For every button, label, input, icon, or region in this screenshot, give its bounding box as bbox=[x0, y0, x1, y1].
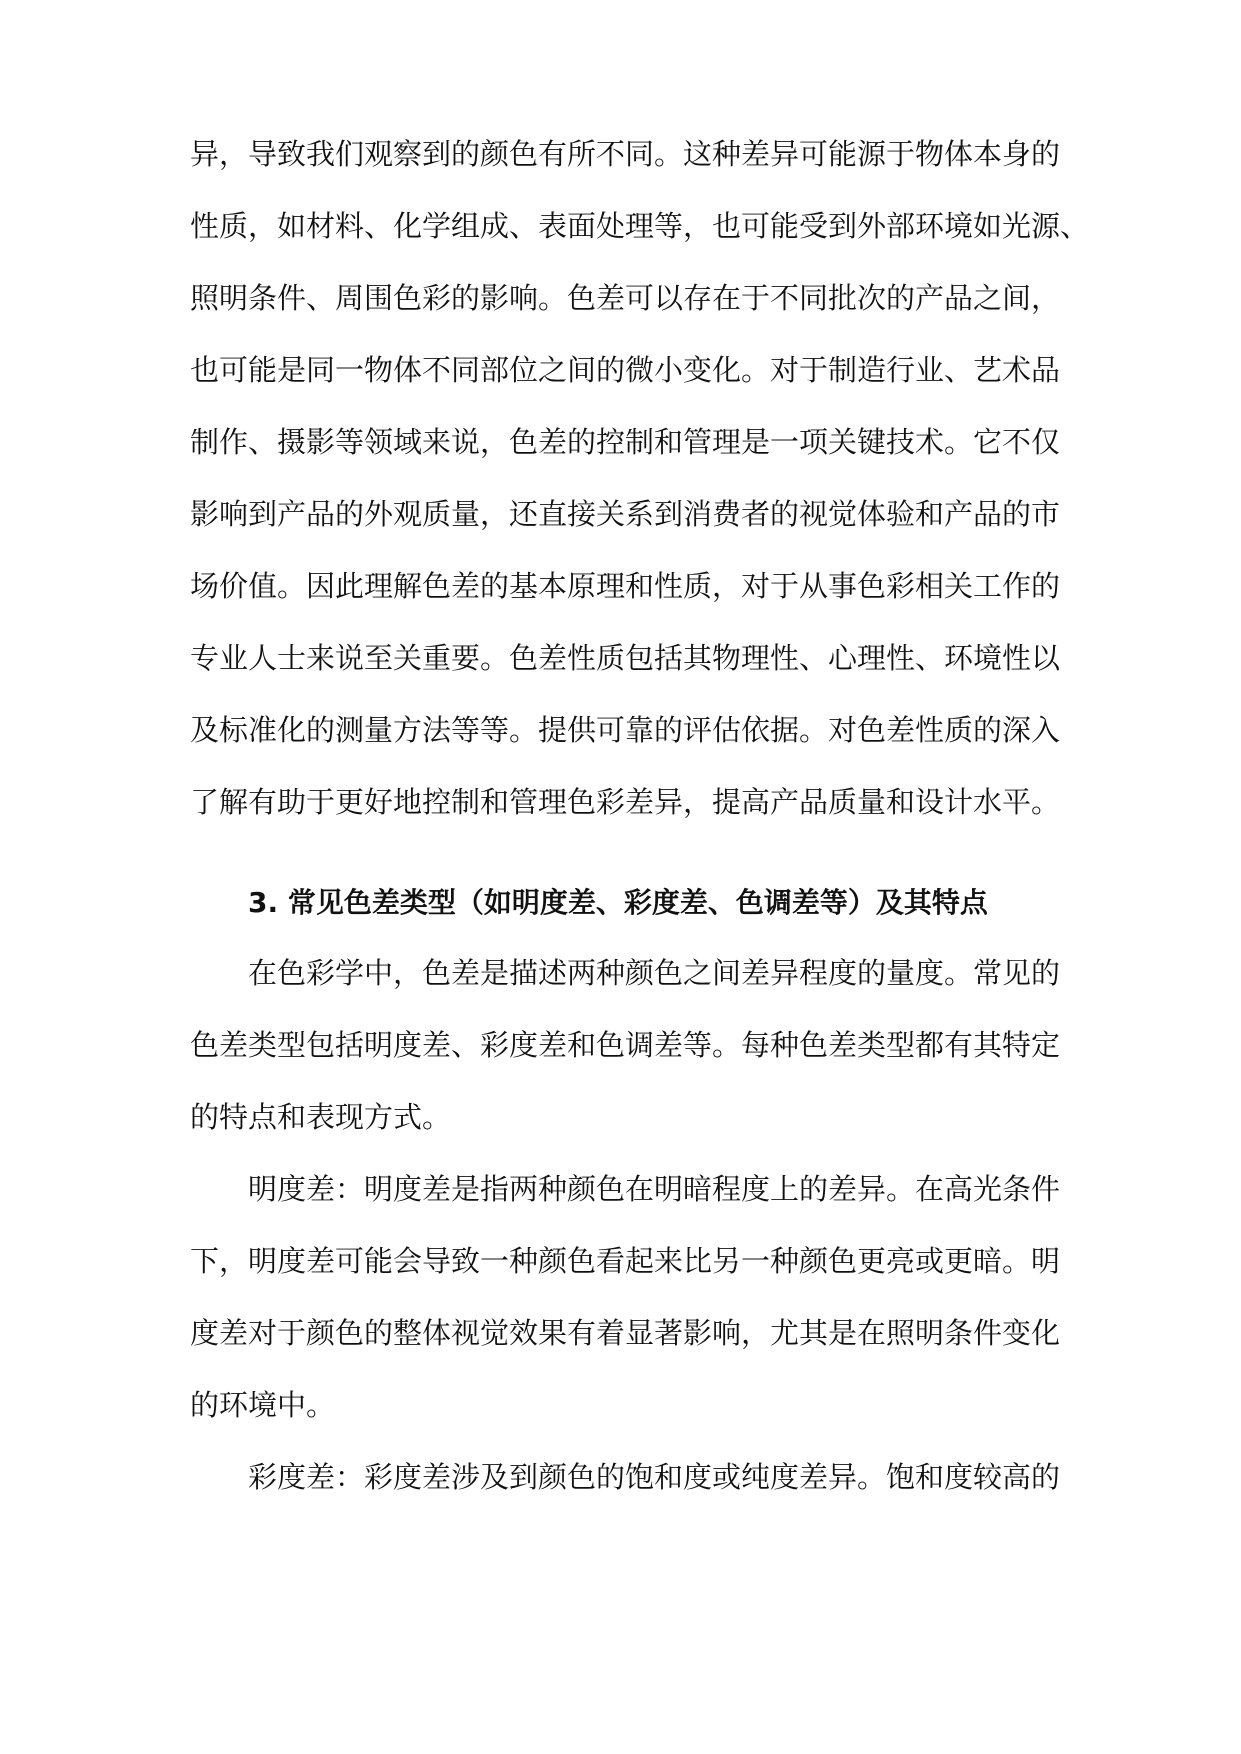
paragraph1-line-6: 影响到产品的外观质量，还直接关系到消费者的视觉体验和产品的市 bbox=[190, 497, 1061, 531]
paragraph3-line-4: 的环境中。 bbox=[190, 1388, 336, 1422]
paragraph2-line-2: 色差类型包括明度差、彩度差和色调差等。每种色差类型都有其特定 bbox=[190, 1028, 1061, 1062]
section-heading: 3. 常见色差类型（如明度差、彩度差、色调差等）及其特点 bbox=[248, 886, 988, 919]
paragraph1-line-8: 专业人士来说至关重要。色差性质包括其物理性、心理性、环境性以 bbox=[190, 641, 1061, 675]
paragraph1-line-3: 照明条件、周围色彩的影响。色差可以存在于不同批次的产品之间， bbox=[190, 281, 1061, 315]
paragraph1-line-10: 了解有助于更好地控制和管理色彩差异，提高产品质量和设计水平。 bbox=[190, 785, 1061, 819]
paragraph1-line-2: 性质，如材料、化学组成、表面处理等，也可能受到外部环境如光源、 bbox=[190, 209, 1090, 243]
paragraph1-line-9: 及标准化的测量方法等等。提供可靠的评估依据。对色差性质的深入 bbox=[190, 713, 1061, 747]
paragraph1-line-5: 制作、摄影等领域来说，色差的控制和管理是一项关键技术。它不仅 bbox=[190, 425, 1061, 459]
paragraph3-line-3: 度差对于颜色的整体视觉效果有着显著影响，尤其是在照明条件变化 bbox=[190, 1316, 1061, 1350]
paragraph1-line-7: 场价值。因此理解色差的基本原理和性质，对于从事色彩相关工作的 bbox=[190, 569, 1061, 603]
paragraph2-line-3: 的特点和表现方式。 bbox=[190, 1100, 452, 1134]
paragraph3-line-1: 明度差：明度差是指两种颜色在明暗程度上的差异。在高光条件 bbox=[248, 1172, 1061, 1206]
paragraph4-line-1: 彩度差：彩度差涉及到颜色的饱和度或纯度差异。饱和度较高的 bbox=[248, 1460, 1061, 1494]
paragraph1-line-1: 异，导致我们观察到的颜色有所不同。这种差异可能源于物体本身的 bbox=[190, 137, 1061, 171]
paragraph2-line-1: 在色彩学中，色差是描述两种颜色之间差异程度的量度。常见的 bbox=[248, 956, 1061, 990]
paragraph3-line-2: 下，明度差可能会导致一种颜色看起来比另一种颜色更亮或更暗。明 bbox=[190, 1244, 1061, 1278]
paragraph1-line-4: 也可能是同一物体不同部位之间的微小变化。对于制造行业、艺术品 bbox=[190, 353, 1061, 387]
